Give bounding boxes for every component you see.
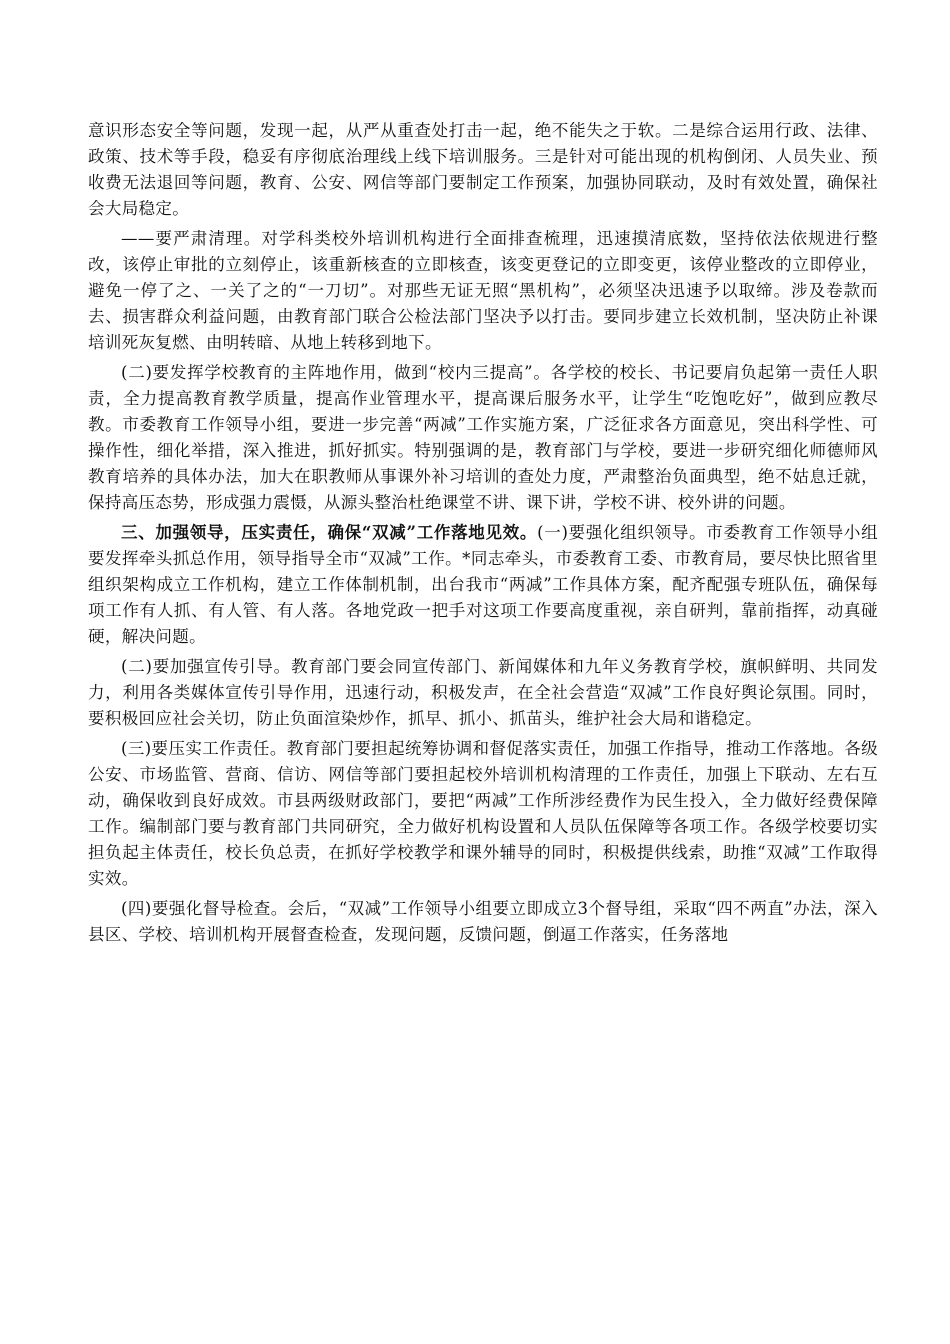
- paragraph-5-text: (二)要加强宣传引导。教育部门要会同宣传部门、新闻媒体和九年义务教育学校，旗帜鲜明、共同发力，利用各类媒体宣传引导作用，迅速行动，积极发声，在全社会营造“双减”工作良好舆论氛围。同时，要积极回应社会关切，防止负面渲染炒作，抓早、抓小、抓苗头，维护社会大局和谐稳定。: [88, 657, 878, 728]
- paragraph-4-text: (一)要强化组织领导。市委教育工作领导小组要发挥牵头抓总作用，领导指导全市“双减”工作。*同志牵头，市委教育工委、市教育局，要尽快比照省里组织架构成立工作机构，建立工作体制机制，出台我市“两减”工作具体方案，配齐配强专班队伍，确保每项工作有人抓、有人管、有人落。各地党政一把手对这项工作要高度重视，亲自研判，靠前指挥，动真碰硬，解决问题。: [88, 523, 878, 646]
- paragraph-3-text: (二)要发挥学校教育的主阵地作用，做到“校内三提高”。各学校的校长、书记要肩负起第一责任人职责，全力提高教育教学质量，提高作业管理水平，提高课后服务水平，让学生“吃饱吃好”，做到应教尽教。市委教育工作领导小组，要进一步完善“两减”工作实施方案，广泛征求各方面意见，突出科学性、可操作性，细化举措，深入推进，抓好抓实。特别强调的是，教育部门与学校，要进一步研究细化师德师风教育培养的具体办法，加大在职教师从事课外补习培训的查处力度，严肃整治负面典型，绝不姑息迁就，保持高压态势，形成强力震慑，从源头整治杜绝课堂不讲、课下讲，学校不讲、校外讲的问题。: [88, 363, 878, 512]
- paragraph-6-text: (三)要压实工作责任。教育部门要担起统筹协调和督促落实责任，加强工作指导，推动工作落地。各级公安、市场监管、营商、信访、网信等部门要担起校外培训机构清理的工作责任，加强上下联动、左右互动，确保收到良好成效。市县两级财政部门，要把“两减”工作所涉经费作为民生投入，全力做好经费保障工作。编制部门要与教育部门共同研究，全力做好机构设置和人员队伍保障等各项工作。各级学校要切实担负起主体责任，校长负总责，在抓好学校教学和课外辅导的同时，积极提供线索，助推“双减”工作取得实效。: [88, 739, 878, 888]
- paragraph-7: [88, 896, 878, 948]
- paragraph-6: [88, 736, 878, 892]
- document-body: [88, 118, 878, 952]
- section-heading: 三、加强领导，压实责任，确保“双减”工作落地见效。: [121, 523, 538, 542]
- paragraph-3: [88, 360, 878, 516]
- paragraph-2-text: ——要严肃清理。对学科类校外培训机构进行全面排查梳理，迅速摸清底数，坚持依法依规进行整改，该停止审批的立刻停止，该重新核查的立即核查，该变更登记的立即变更，该停业整改的立即停业，避免一停了之、一关了之的“一刀切”。对那些无证无照“黑机构”，必须坚决迅速予以取缔。涉及卷款而去、损害群众利益问题，由教育部门联合公检法部门坚决予以打击。要同步建立长效机制，坚决防止补课培训死灰复燃、由明转暗、从地上转移到地下。: [88, 229, 878, 352]
- paragraph-4: [88, 520, 878, 650]
- paragraph-2: [88, 226, 878, 356]
- paragraph-1: [88, 118, 878, 222]
- paragraph-1-text: 意识形态安全等问题，发现一起，从严从重查处打击一起，绝不能失之于软。二是综合运用行政、法律、政策、技术等手段，稳妥有序彻底治理线上线下培训服务。三是针对可能出现的机构倒闭、人员失业、预收费无法退回等问题，教育、公安、网信等部门要制定工作预案，加强协同联动，及时有效处置，确保社会大局稳定。: [88, 121, 878, 218]
- paragraph-7-text: (四)要强化督导检查。会后，“双减”工作领导小组要立即成立3个督导组，采取“四不两直”办法，深入县区、学校、培训机构开展督查检查，发现问题，反馈问题，倒逼工作落实，任务落地: [88, 899, 878, 944]
- paragraph-5: [88, 654, 878, 732]
